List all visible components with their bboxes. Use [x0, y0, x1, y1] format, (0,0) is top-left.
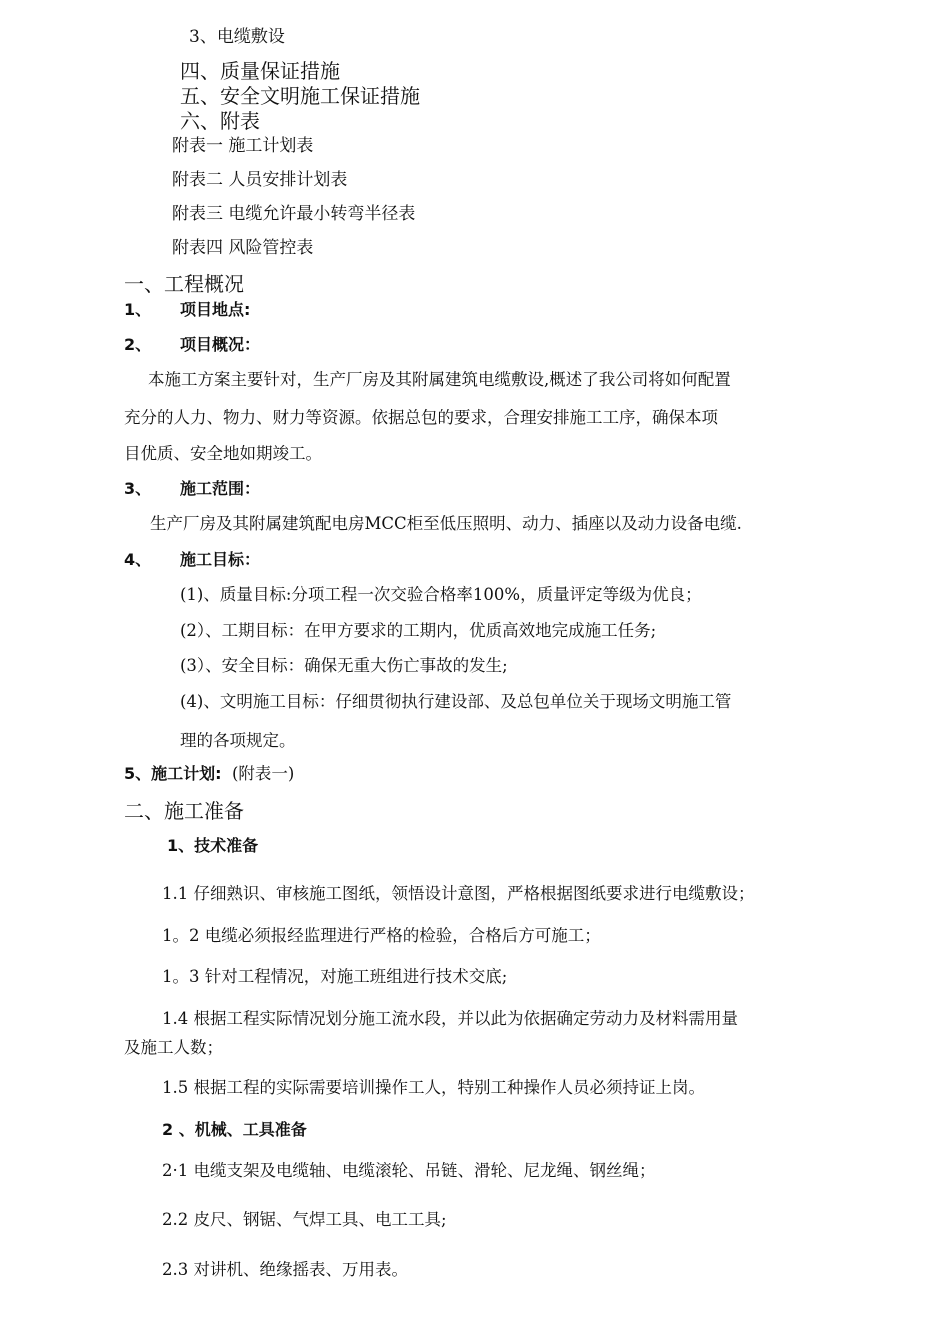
goal-civilized-line-1: (4)、文明施工目标：仔细贯彻执行建设部、及总包单位关于现场文明施工管 — [180, 692, 732, 711]
subsection-technical-prep: 1、技术准备 — [167, 836, 259, 855]
tech-item-1-2: 1。2 电缆必须报经监理进行严格的检验，合格后方可施工； — [162, 926, 601, 945]
overview-text-line-3: 目优质、安全地如期竣工。 — [124, 444, 322, 463]
tech-item-1-1: 1.1 仔细熟识、审核施工图纸，领悟设计意图，严格根据图纸要求进行电缆敷设； — [162, 884, 755, 903]
section-title-overview: 一、工程概况 — [124, 272, 244, 296]
tools-item-2-1: 2·1 电缆支架及电缆轴、电缆滚轮、吊链、滑轮、尼龙绳、钢丝绳； — [162, 1161, 656, 1180]
tech-item-1-3: 1。3 针对工程情况，对施工班组进行技术交底; — [162, 967, 508, 986]
tech-item-1-4-line-1: 1.4 根据工程实际情况划分施工流水段，并以此为依据确定劳动力及材料需用量 — [162, 1009, 738, 1028]
toc-item-safety: 五、安全文明施工保证措施 — [180, 84, 420, 108]
toc-appendix-2: 附表二 人员安排计划表 — [172, 170, 348, 190]
item-label-goals: 施工目标： — [180, 550, 261, 569]
scope-text: 生产厂房及其附属建筑配电房MCC柜至低压照明、动力、插座以及动力设备电缆. — [150, 514, 742, 533]
item-label-overview: 项目概况： — [180, 335, 261, 354]
toc-appendix-3: 附表三 电缆允许最小转弯半径表 — [172, 204, 416, 224]
toc-appendix-4: 附表四 风险管控表 — [172, 238, 314, 258]
item-number-3: 3、 — [124, 479, 152, 498]
overview-text-line-2: 充分的人力、物力、财力等资源。依据总包的要求，合理安排施工工序，确保本项 — [124, 408, 718, 427]
toc-sub-item: 3、电缆敷设 — [189, 27, 285, 47]
tools-item-2-2: 2.2 皮尺、钢锯、气焊工具、电工工具; — [162, 1210, 447, 1229]
item-label-location: 项目地点: — [180, 300, 251, 319]
section-title-preparation: 二、施工准备 — [124, 799, 244, 823]
toc-appendix-1: 附表一 施工计划表 — [172, 136, 314, 156]
tools-item-2-3: 2.3 对讲机、绝缘摇表、万用表。 — [162, 1260, 408, 1279]
item-number-1: 1、 — [124, 300, 152, 319]
item-label-plan: 5、施工计划: — [124, 764, 222, 783]
goal-safety: (3）、安全目标：确保无重大伤亡事故的发生; — [180, 656, 508, 675]
item-number-4: 4、 — [124, 550, 152, 569]
toc-item-appendix: 六、附表 — [180, 109, 260, 133]
tech-item-1-4-line-2: 及施工人数； — [124, 1038, 223, 1057]
item-number-2: 2、 — [124, 335, 152, 354]
goal-civilized-line-2: 理的各项规定。 — [180, 731, 296, 750]
overview-text-line-1: 本施工方案主要针对，生产厂房及其附属建筑电缆敷设,概述了我公司将如何配置 — [148, 370, 731, 389]
tech-item-1-5: 1.5 根据工程的实际需要培训操作工人，特别工种操作人员必须持证上岗。 — [162, 1078, 705, 1097]
toc-item-quality: 四、质量保证措施 — [180, 59, 340, 83]
goal-quality: (1)、质量目标:分项工程一次交验合格率100%，质量评定等级为优良； — [180, 585, 702, 604]
goal-schedule: (2）、工期目标：在甲方要求的工期内，优质高效地完成施工任务; — [180, 621, 657, 640]
plan-appendix-note: (附表一) — [232, 764, 295, 783]
subsection-tools-prep: 2 、机械、工具准备 — [162, 1120, 307, 1139]
item-label-scope: 施工范围： — [180, 479, 261, 498]
